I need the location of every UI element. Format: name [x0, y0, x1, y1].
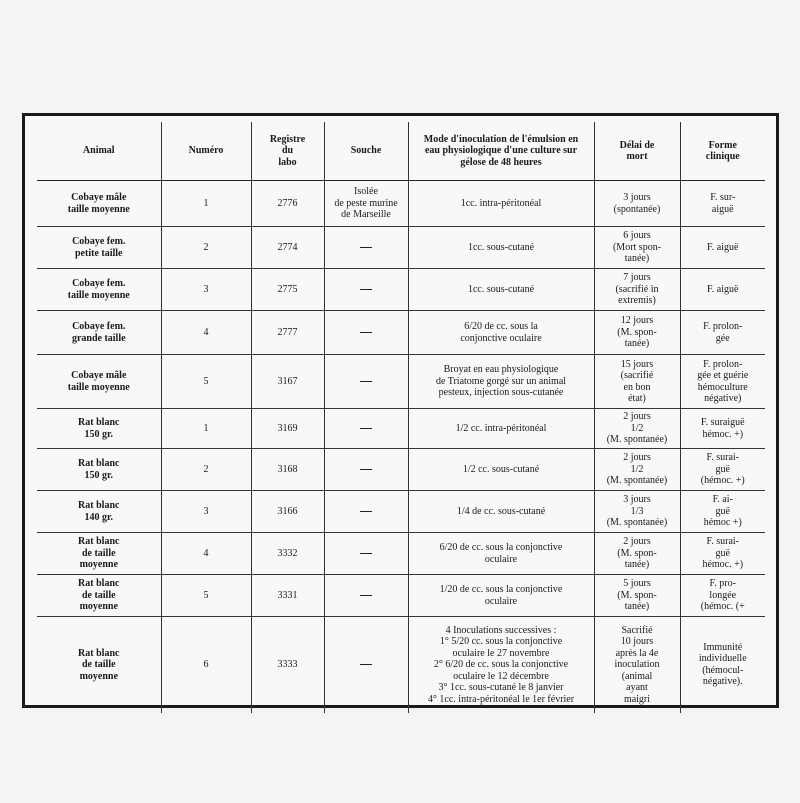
- cell-animal: Rat blanc de taille moyenne: [78, 647, 120, 682]
- header-forme: Forme clinique: [680, 122, 765, 181]
- cell-animal: Cobaye mâle taille moyenne: [37, 181, 161, 227]
- cell-registre: 2777: [251, 311, 324, 355]
- table-row: [37, 269, 765, 311]
- table-row: [37, 227, 765, 269]
- cell-souche: [324, 409, 408, 449]
- cell-mode: Broyat en eau physiologique de Triatome gorgé sur un animal pesteux, injection sous-cutanée: [408, 355, 594, 409]
- cell-mode: 1cc. sous-cutané: [408, 269, 594, 311]
- cell-animal: Rat blanc de taille moyenne: [37, 533, 161, 575]
- cell-registre: 3168: [251, 449, 324, 491]
- cell-delai: 3 jours (spontanée): [594, 181, 680, 227]
- cell-souche: [324, 355, 408, 409]
- cell-registre: 2776: [251, 181, 324, 227]
- table-row: [37, 617, 765, 713]
- cell-souche: Isolée de peste murine de Marseille: [324, 181, 408, 227]
- cell-mode: 4 Inoculations successives : 1° 5/20 cc. sous la conjonctive oculaire le 27 novembre 2° 6/20 de cc. sous la conjonctive oculaire le 12 décembre 3° 1cc. sous-cutané le 8 janvier 4° 1cc. intra-péritonéal le 1er février: [408, 617, 594, 713]
- ditto-dash: [360, 664, 372, 665]
- header-row: [37, 122, 765, 181]
- cell-delai: Sacrifié 10 jours après la 4e inoculation (animal ayant maigri: [594, 617, 680, 713]
- cell-numero: 4: [161, 533, 251, 575]
- ditto-dash: [360, 511, 372, 512]
- cell-forme: Immunité individuelle (hémocul- négative).: [680, 617, 765, 713]
- cell-registre: 3167: [251, 355, 324, 409]
- cell-numero: 1: [161, 181, 251, 227]
- cell-numero: 4: [161, 311, 251, 355]
- cell-forme: F. prolon- gée: [680, 311, 765, 355]
- cell-mode: 1cc. intra-péritonéal: [408, 181, 594, 227]
- cell-numero: 5: [161, 355, 251, 409]
- cell-registre: 3166: [251, 491, 324, 533]
- table-row: [37, 575, 765, 617]
- cell-animal: Rat blanc de taille moyenne: [37, 575, 161, 617]
- table-row: [37, 491, 765, 533]
- cell-forme: F. aiguë: [680, 227, 765, 269]
- table-row: [37, 311, 765, 355]
- cell-registre: 3332: [251, 533, 324, 575]
- cell-delai: 3 jours 1/3 (M. spontanée): [594, 491, 680, 533]
- cell-forme: F. prolon- gée et guérie hémoculture négative): [680, 355, 765, 409]
- ditto-dash: [360, 332, 372, 333]
- ditto-dash: [360, 381, 372, 382]
- cell-mode: 6/20 de cc. sous la conjonctive oculaire: [408, 311, 594, 355]
- cell-souche: [324, 533, 408, 575]
- cell-delai: 2 jours (M. spon- tanée): [594, 533, 680, 575]
- cell-mode: 1cc. sous-cutané: [408, 227, 594, 269]
- cell-delai: 7 jours (sacrifié in extremis): [594, 269, 680, 311]
- cell-souche: [324, 617, 408, 713]
- data-table: [37, 122, 765, 713]
- cell-registre: 3331: [251, 575, 324, 617]
- cell-animal: Rat blanc 140 gr.: [37, 491, 161, 533]
- cell-forme: F. sur- aiguë: [680, 181, 765, 227]
- cell-numero: 2: [161, 227, 251, 269]
- cell-delai: 2 jours 1/2 (M. spontanée): [594, 449, 680, 491]
- header-mode: Mode d'inoculation de l'émulsion en eau physiologique d'une culture sur gélose de 48 heures: [408, 122, 594, 181]
- cell-animal: Rat blanc 150 gr.: [37, 449, 161, 491]
- cell-forme: F. ai- guë hémoc +): [680, 491, 765, 533]
- cell-delai: 2 jours 1/2 (M. spontanée): [594, 409, 680, 449]
- table-row: [37, 533, 765, 575]
- cell-delai: 6 jours (Mort spon- tanée): [594, 227, 680, 269]
- header-numero: Numéro: [161, 122, 251, 181]
- ditto-dash: [360, 428, 372, 429]
- cell-numero: 6: [161, 617, 251, 713]
- cell-mode: 1/2 cc. sous-cutané: [408, 449, 594, 491]
- table-row: [37, 181, 765, 227]
- ditto-dash: [360, 289, 372, 290]
- ditto-dash: [360, 553, 372, 554]
- header-registre: Registre du labo: [251, 122, 324, 181]
- cell-numero: 3: [161, 491, 251, 533]
- cell-animal: Cobaye mâle taille moyenne: [37, 355, 161, 409]
- cell-numero: 3: [161, 269, 251, 311]
- cell-forme: F. surai- guë hémoc. +): [680, 533, 765, 575]
- table-row: [37, 355, 765, 409]
- cell-registre: 2775: [251, 269, 324, 311]
- cell-registre: 2774: [251, 227, 324, 269]
- cell-forme: F. surai- guë (hémoc. +): [680, 449, 765, 491]
- table-row: [37, 409, 765, 449]
- ditto-dash: [360, 595, 372, 596]
- cell-delai: 15 jours (sacrifié en bon état): [594, 355, 680, 409]
- cell-delai: 5 jours (M. spon- tanée): [594, 575, 680, 617]
- cell-registre: 3333: [251, 617, 324, 713]
- cell-animal: Cobaye fem. grande taille: [37, 311, 161, 355]
- cell-numero: 1: [161, 409, 251, 449]
- cell-souche: [324, 449, 408, 491]
- cell-numero: 5: [161, 575, 251, 617]
- cell-forme: F. aiguë: [680, 269, 765, 311]
- cell-forme: F. pro- longée (hémoc. (+: [680, 575, 765, 617]
- cell-forme: F. suraiguë hémoc. +): [680, 409, 765, 449]
- cell-mode: 1/2 cc. intra-péritonéal: [408, 409, 594, 449]
- cell-delai: 12 jours (M. spon- tanée): [594, 311, 680, 355]
- cell-souche: [324, 269, 408, 311]
- cell-registre: 3169: [251, 409, 324, 449]
- cell-animal: Rat blanc 150 gr.: [37, 409, 161, 449]
- cell-souche: [324, 491, 408, 533]
- cell-mode: 1/4 de cc. sous-cutané: [408, 491, 594, 533]
- ditto-dash: [360, 247, 372, 248]
- header-animal: Animal: [37, 122, 161, 181]
- cell-mode: 1/20 de cc. sous la conjonctive oculaire: [408, 575, 594, 617]
- cell-souche: [324, 227, 408, 269]
- table-row: [37, 449, 765, 491]
- cell-animal: Cobaye fem. petite taille: [37, 227, 161, 269]
- cell-numero: 2: [161, 449, 251, 491]
- cell-souche: [324, 575, 408, 617]
- header-souche: Souche: [324, 122, 408, 181]
- cell-animal: Cobaye fem. taille moyenne: [37, 269, 161, 311]
- table-frame: [22, 113, 779, 708]
- ditto-dash: [360, 469, 372, 470]
- cell-mode: 6/20 de cc. sous la conjonctive oculaire: [408, 533, 594, 575]
- cell-souche: [324, 311, 408, 355]
- header-delai: Délai de mort: [594, 122, 680, 181]
